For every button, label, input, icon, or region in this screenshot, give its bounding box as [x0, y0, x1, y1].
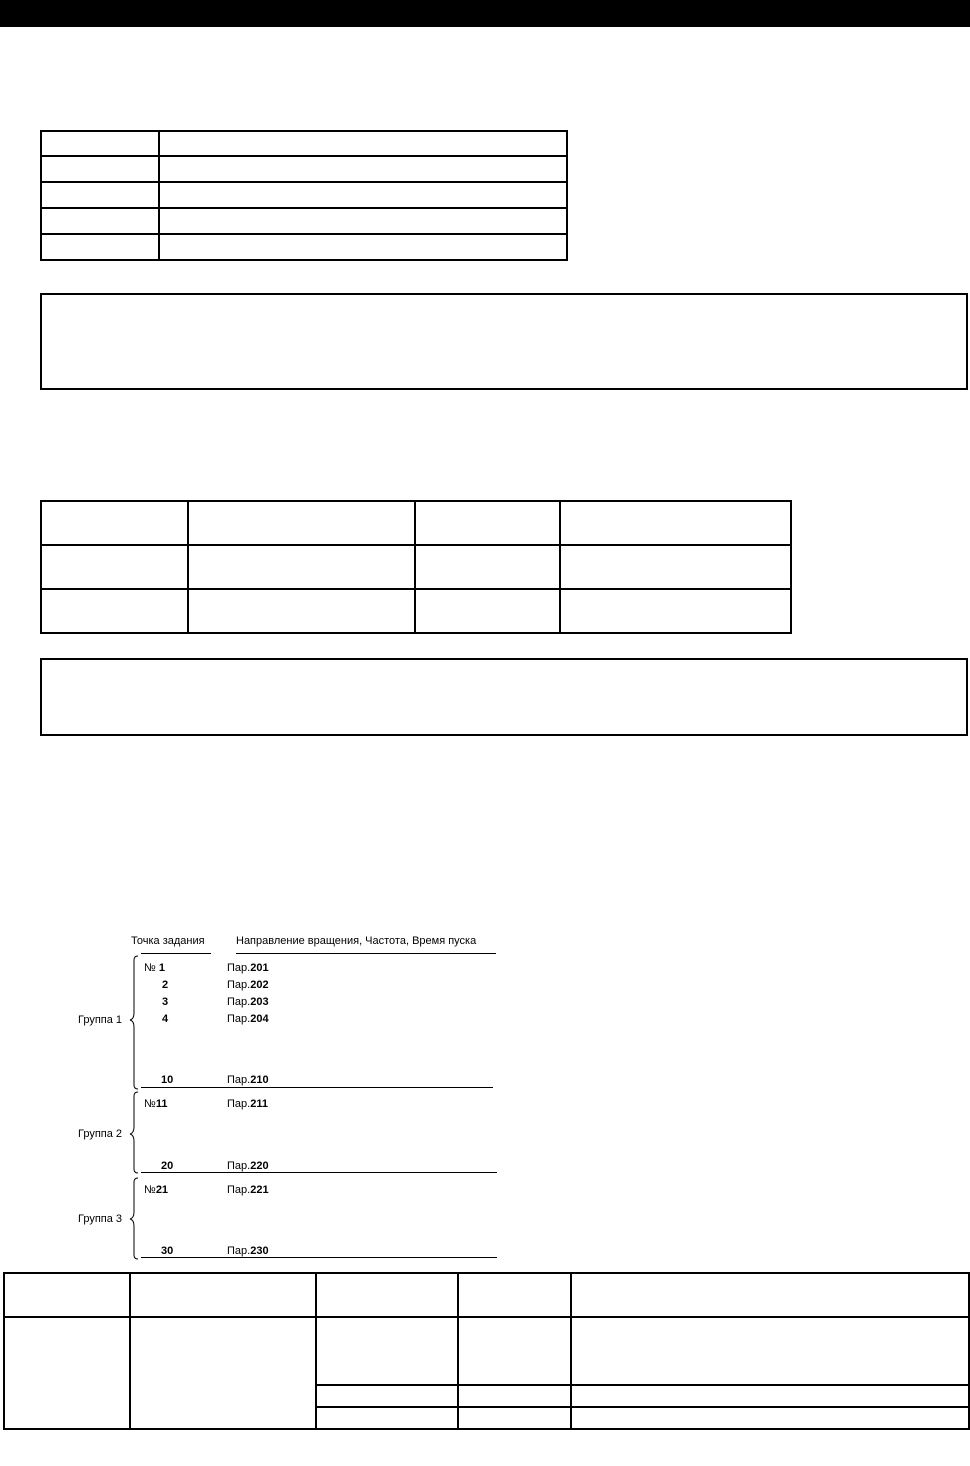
setpoint-number: 30 [161, 1245, 174, 1257]
table-2-cell [415, 545, 560, 589]
parameter-prefix: Пар. [227, 1074, 251, 1086]
note-box-1 [40, 293, 968, 390]
table-3-cell [4, 1273, 130, 1317]
table-3-cell [571, 1273, 969, 1317]
parameter-value: 230 [250, 1245, 269, 1257]
parameter-ref [227, 1013, 269, 1026]
table-3-cell [458, 1317, 571, 1385]
setpoint-number [144, 1098, 167, 1111]
setpoint-number [144, 1184, 168, 1197]
number-value: 1 [158, 962, 165, 974]
table-1-cell [41, 208, 159, 234]
parameter-ref [227, 1098, 268, 1111]
number-value: 11 [155, 1098, 168, 1110]
table-2-cell [188, 545, 415, 589]
table-3-cell [571, 1317, 969, 1385]
setpoint-number: 4 [162, 1013, 169, 1025]
table-3-cell [130, 1317, 316, 1429]
table-2-cell [41, 545, 188, 589]
number-value: 21 [155, 1184, 169, 1196]
group-1-label: Группа 1 [78, 1014, 123, 1026]
parameter-prefix: Пар. [227, 1160, 251, 1172]
table-3-cell [316, 1385, 458, 1407]
table-3-cell [316, 1317, 458, 1385]
table-2-cell [41, 501, 188, 545]
setpoint-number: 2 [162, 979, 169, 991]
brace-group-1 [130, 956, 138, 1089]
parameter-value: 211 [250, 1098, 268, 1110]
table-3-cell [316, 1273, 458, 1317]
parameter-prefix: Пар. [227, 1184, 251, 1196]
brace-group-3 [130, 1178, 138, 1259]
diagram-header-left: Точка задания [131, 935, 205, 947]
table-3-cell [316, 1407, 458, 1429]
table-1-cell [159, 182, 567, 208]
setpoint-number: 3 [162, 996, 169, 1008]
parameter-prefix: Пар. [227, 1013, 251, 1025]
group-2-separator [141, 1172, 497, 1173]
table-3-cell [458, 1385, 571, 1407]
note-box-2 [40, 658, 968, 736]
parameter-value: 201 [250, 962, 269, 974]
parameter-prefix: Пар. [227, 979, 251, 991]
group-braces [70, 925, 510, 1265]
table-1 [40, 130, 568, 261]
table-1-cell [41, 156, 159, 182]
table-1-cell [41, 182, 159, 208]
table-2-cell [188, 501, 415, 545]
parameter-ref [227, 962, 269, 975]
parameter-ref [227, 996, 269, 1009]
parameter-value: 220 [250, 1160, 269, 1172]
table-2 [40, 500, 792, 634]
table-1-cell [159, 131, 567, 156]
parameter-prefix: Пар. [227, 962, 251, 974]
parameter-ref [227, 1074, 269, 1087]
parameter-value: 203 [250, 996, 269, 1008]
table-3-cell [571, 1385, 969, 1407]
table-2-cell [188, 589, 415, 633]
parameter-prefix: Пар. [227, 1245, 251, 1257]
setpoint-number [144, 962, 165, 975]
group-1-separator [141, 1087, 493, 1088]
group-2-label: Группа 2 [78, 1128, 123, 1140]
table-1-cell [41, 131, 159, 156]
table-3-cell [458, 1407, 571, 1429]
parameter-prefix: Пар. [227, 996, 251, 1008]
group-3-label: Группа 3 [78, 1213, 123, 1225]
table-2-cell [415, 589, 560, 633]
table-1-cell [159, 208, 567, 234]
number-prefix: № [144, 1098, 156, 1110]
group-3-separator [141, 1257, 497, 1258]
table-1-cell [41, 234, 159, 260]
table-3 [3, 1272, 970, 1430]
table-2-cell [560, 545, 791, 589]
parameter-prefix: Пар. [227, 1098, 251, 1110]
table-2-cell [560, 589, 791, 633]
table-1-cell [159, 234, 567, 260]
top-black-bar [0, 0, 970, 27]
parameter-ref [227, 979, 269, 992]
parameter-ref [227, 1184, 269, 1197]
setpoint-number: 20 [161, 1160, 174, 1172]
table-3-cell [4, 1317, 130, 1429]
table-2-cell [415, 501, 560, 545]
setpoint-number: 10 [161, 1074, 174, 1086]
table-2-cell [41, 589, 188, 633]
parameter-value: 202 [250, 979, 269, 991]
diagram-header-right: Направление вращения, Частота, Время пуска [236, 935, 477, 947]
number-prefix: № [144, 1184, 156, 1196]
table-1-cell [159, 156, 567, 182]
table-3-cell [571, 1407, 969, 1429]
table-3-cell [458, 1273, 571, 1317]
setpoint-group-diagram [70, 925, 510, 1265]
number-prefix: № [144, 962, 159, 974]
parameter-value: 204 [250, 1013, 269, 1025]
table-3-cell [130, 1273, 316, 1317]
parameter-value: 210 [250, 1074, 269, 1086]
table-2-cell [560, 501, 791, 545]
brace-group-2 [130, 1092, 138, 1173]
parameter-value: 221 [250, 1184, 269, 1196]
